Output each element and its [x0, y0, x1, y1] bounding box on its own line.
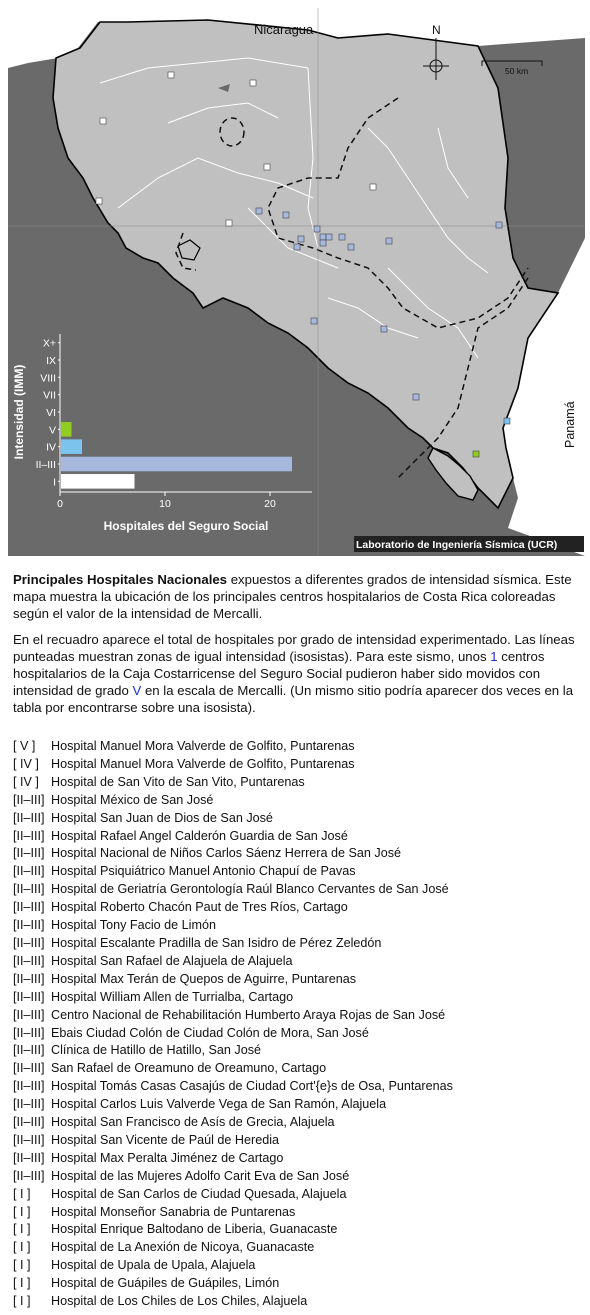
- hospital-count: 1: [490, 649, 498, 664]
- list-item: [13, 774, 583, 792]
- hospital-grade: [ IV ]: [13, 774, 39, 789]
- hospital-name: Hospital William Allen de Turrialba, Cartago: [51, 989, 294, 1004]
- list-item: [13, 971, 583, 989]
- list-item: [13, 810, 583, 828]
- chart-category-label: VI: [46, 407, 56, 419]
- hospital-marker: [339, 234, 345, 240]
- hospital-name: Hospital Tony Facio de Limón: [51, 918, 216, 933]
- list-item: [13, 1221, 583, 1239]
- caption-text-2b: centros hospitalarios de la Caja Costarricense del Seguro Social pudieron haber sido movidos con intensidad de grado: [13, 649, 545, 698]
- hospital-grade: [II–III]: [13, 1132, 45, 1147]
- hospital-marker: [294, 244, 300, 250]
- hospital-name: Hospital de Upala de Upala, Alajuela: [51, 1258, 256, 1273]
- hospital-grade: [II–III]: [13, 846, 45, 861]
- list-item: [13, 756, 583, 774]
- caption-text-1: expuestos a diferentes grados de intensidad sísmica. Este mapa muestra la ubicación de los principales centros hospitalarios de Costa Rica coloreadas según el valor de la intensidad de Mercalli.: [13, 572, 572, 621]
- hospital-grade: [ I ]: [13, 1276, 31, 1291]
- hospital-marker: [298, 236, 304, 242]
- hospital-grade: [II–III]: [13, 864, 45, 879]
- hospital-name: San Rafael de Oreamuno de Oreamuno, Cartago: [51, 1061, 327, 1076]
- hospital-grade: [II–III]: [13, 882, 45, 897]
- hospital-name: Clínica de Hatillo de Hatillo, San José: [51, 1043, 262, 1058]
- list-item: [13, 1204, 583, 1222]
- hospital-name: Hospital San Vicente de Paúl de Heredia: [51, 1132, 280, 1147]
- hospital-marker: [473, 451, 479, 457]
- hospital-name: Hospital de las Mujeres Adolfo Carit Eva de San José: [51, 1168, 350, 1183]
- hospital-grade: [ I ]: [13, 1204, 31, 1219]
- list-item: [13, 1096, 583, 1114]
- panama-label: Panamá: [563, 401, 577, 448]
- hospital-name: Hospital San Rafael de Alajuela de Alajuela: [51, 953, 293, 968]
- chart-xtick-label: 10: [159, 498, 171, 510]
- hospital-grade: [II–III]: [13, 918, 45, 933]
- hospital-marker: [226, 220, 232, 226]
- list-item: [13, 1042, 583, 1060]
- chart-bar: [61, 439, 82, 454]
- hospital-name: Hospital de Guápiles de Guápiles, Limón: [51, 1276, 280, 1291]
- hospital-name: Hospital Enrique Baltodano de Liberia, Guanacaste: [51, 1222, 338, 1237]
- caption-paragraph-2: [13, 631, 583, 716]
- intensity-grade: V: [132, 683, 142, 698]
- hospital-grade: [II–III]: [13, 1168, 45, 1183]
- hospital-grade: [II–III]: [13, 1025, 45, 1040]
- list-item: [13, 1060, 583, 1078]
- list-item: [13, 845, 583, 863]
- hospital-grade: [II–III]: [13, 1079, 45, 1094]
- chart-category-label: I: [53, 476, 56, 489]
- hospital-grade: [II–III]: [13, 1007, 45, 1022]
- list-item: [13, 989, 583, 1007]
- caption-text-2a: En el recuadro aparece el total de hospitales por grado de intensidad experimentado. Las líneas punteadas muestran zonas de igual intensidad (isosistas). Para este sismo, unos: [13, 632, 575, 664]
- hospital-grade: [II–III]: [13, 1043, 45, 1058]
- list-item: [13, 863, 583, 881]
- list-item: [13, 935, 583, 953]
- hospital-grade: [II–III]: [13, 1150, 45, 1165]
- intensity-map: [8, 8, 585, 556]
- hospital-grade: [II–III]: [13, 828, 45, 843]
- map-credit: Laboratorio de Ingeniería Sísmica (UCR): [356, 539, 558, 551]
- list-item: [13, 792, 583, 810]
- list-item: [13, 1275, 583, 1293]
- hospital-name: Hospital Tomás Casas Casajús de Ciudad Cort'{e}s de Osa, Puntarenas: [51, 1079, 453, 1094]
- chart-category-label: IV: [46, 441, 56, 454]
- list-item: [13, 738, 583, 756]
- caption-text-2c: en la escala de Mercalli. (Un mismo sitio podría aparecer dos veces en la tabla por encontrarse sobre una isosista).: [13, 683, 574, 715]
- hospital-grade: [ V ]: [13, 739, 36, 753]
- hospital-marker: [386, 238, 392, 244]
- hospital-grade: [ I ]: [13, 1294, 31, 1309]
- hospital-name: Hospital de Los Chiles de Los Chiles, Alajuela: [51, 1294, 308, 1309]
- list-item: [13, 1150, 583, 1168]
- chart-category-label: V: [48, 424, 56, 437]
- chart-bar: [61, 422, 72, 437]
- list-item: [13, 899, 583, 917]
- hospital-marker: [96, 198, 102, 204]
- hospital-grade: [II–III]: [13, 935, 45, 950]
- hospital-name: Hospital San Juan de Dios de San José: [51, 810, 273, 825]
- hospital-name: Hospital de San Carlos de Ciudad Quesada, Alajuela: [51, 1186, 347, 1201]
- chart-category-label: IX: [46, 355, 56, 367]
- hospital-grade: [II–III]: [13, 989, 45, 1004]
- map-svg: [8, 8, 585, 556]
- hospital-marker: [250, 80, 256, 86]
- hospital-grade: [II–III]: [13, 900, 45, 915]
- list-item: [13, 1007, 583, 1025]
- hospital-marker: [311, 318, 317, 324]
- hospital-grade: [II–III]: [13, 792, 45, 807]
- hospital-name: Hospital México de San José: [51, 792, 214, 807]
- hospital-grade: [II–III]: [13, 1115, 45, 1130]
- hospital-marker: [348, 244, 354, 250]
- nicaragua-label: Nicaragua: [254, 22, 314, 37]
- hospital-name: Hospital de Geriatría Gerontología Raúl Blanco Cervantes de San José: [51, 882, 449, 897]
- list-item: [13, 1132, 583, 1150]
- hospital-marker: [264, 164, 270, 170]
- hospital-marker: [504, 418, 510, 424]
- hospital-name: Hospital Escalante Pradilla de San Isidro de Pérez Zeledón: [51, 935, 382, 950]
- list-item: [13, 1239, 583, 1257]
- hospital-grade: [ I ]: [13, 1222, 31, 1237]
- list-item: [13, 1293, 583, 1311]
- hospital-name: Hospital de La Anexión de Nicoya, Guanacaste: [51, 1240, 315, 1255]
- hospital-marker: [413, 394, 419, 400]
- hospital-marker: [314, 226, 320, 232]
- hospital-name: Ebais Ciudad Colón de Ciudad Colón de Mora, San José: [51, 1025, 369, 1040]
- list-item: [13, 953, 583, 971]
- hospital-marker: [256, 208, 262, 214]
- scale-label: 50 km: [505, 66, 529, 76]
- list-item: [13, 917, 583, 935]
- chart-xtick-label: 0: [57, 498, 63, 510]
- hospital-name: Hospital Roberto Chacón Paut de Tres Ríos, Cartago: [51, 900, 348, 915]
- list-item: [13, 1186, 583, 1204]
- hospital-name: Hospital San Francisco de Asís de Grecia, Alajuela: [51, 1115, 335, 1130]
- hospital-name: Hospital Manuel Mora Valverde de Golfito, Puntarenas: [51, 739, 355, 753]
- list-item: [13, 1257, 583, 1275]
- hospital-marker: [100, 118, 106, 124]
- list-item: [13, 1114, 583, 1132]
- hospital-marker: [283, 212, 289, 218]
- list-item: [13, 1078, 583, 1096]
- chart-xtick-label: 20: [264, 498, 276, 510]
- hospital-name: Hospital Carlos Luis Valverde Vega de San Ramón, Alajuela: [51, 1097, 387, 1112]
- chart-ylabel: Intensidad (IMM): [12, 364, 26, 460]
- hospital-marker: [496, 222, 502, 228]
- hospital-grade: [II–III]: [13, 953, 45, 968]
- chart-bar: [61, 457, 292, 472]
- hospital-marker: [326, 234, 332, 240]
- chart-category-label: VII: [43, 389, 56, 402]
- hospital-name: Hospital Rafael Angel Calderón Guardia de San José: [51, 828, 348, 843]
- hospital-name: Hospital Psiquiátrico Manuel Antonio Chapuí de Pavas: [51, 864, 356, 879]
- hospital-name: Hospital Max Peralta Jiménez de Cartago: [51, 1150, 284, 1165]
- hospital-grade: [ IV ]: [13, 756, 39, 771]
- hospital-marker: [320, 234, 326, 240]
- chart-category-label: II–III: [35, 459, 56, 471]
- hospital-grade: [ I ]: [13, 1240, 31, 1255]
- hospital-grade: [II–III]: [13, 971, 45, 986]
- hospital-name: Hospital Manuel Mora Valverde de Golfito, Puntarenas: [51, 756, 355, 771]
- hospital-grade: [ I ]: [13, 1186, 31, 1201]
- hospital-name: Hospital Monseñor Sanabria de Puntarenas: [51, 1204, 296, 1219]
- list-item: [13, 881, 583, 899]
- hospital-grade: [ I ]: [13, 1258, 31, 1273]
- list-item: [13, 828, 583, 846]
- chart-category-label: VIII: [40, 372, 56, 385]
- chart-xlabel: Hospitales del Seguro Social: [103, 519, 269, 533]
- hospital-list: [13, 738, 583, 1311]
- hospital-marker: [381, 326, 387, 332]
- list-item: [13, 1168, 583, 1186]
- hospital-marker: [320, 240, 326, 246]
- hospital-name: Centro Nacional de Rehabilitación Humberto Araya Rojas de San José: [51, 1007, 446, 1022]
- hospital-name: Hospital Max Terán de Quepos de Aguirre, Puntarenas: [51, 971, 356, 986]
- hospital-grade: [II–III]: [13, 810, 45, 825]
- hospital-marker: [370, 184, 376, 190]
- hospital-grade: [II–III]: [13, 1061, 45, 1076]
- hospital-name: Hospital de San Vito de San Vito, Puntarenas: [51, 774, 305, 789]
- chart-category-label: X+: [42, 337, 56, 350]
- hospital-marker: [168, 72, 174, 78]
- caption-paragraph-1: [13, 571, 583, 622]
- hospital-name: Hospital Nacional de Niños Carlos Sáenz Herrera de San José: [51, 846, 402, 861]
- hospital-grade: [II–III]: [13, 1097, 45, 1112]
- list-item: [13, 1025, 583, 1043]
- caption-title: Principales Hospitales Nacionales: [13, 572, 228, 587]
- chart-bar: [61, 474, 135, 489]
- north-label: N: [432, 23, 441, 37]
